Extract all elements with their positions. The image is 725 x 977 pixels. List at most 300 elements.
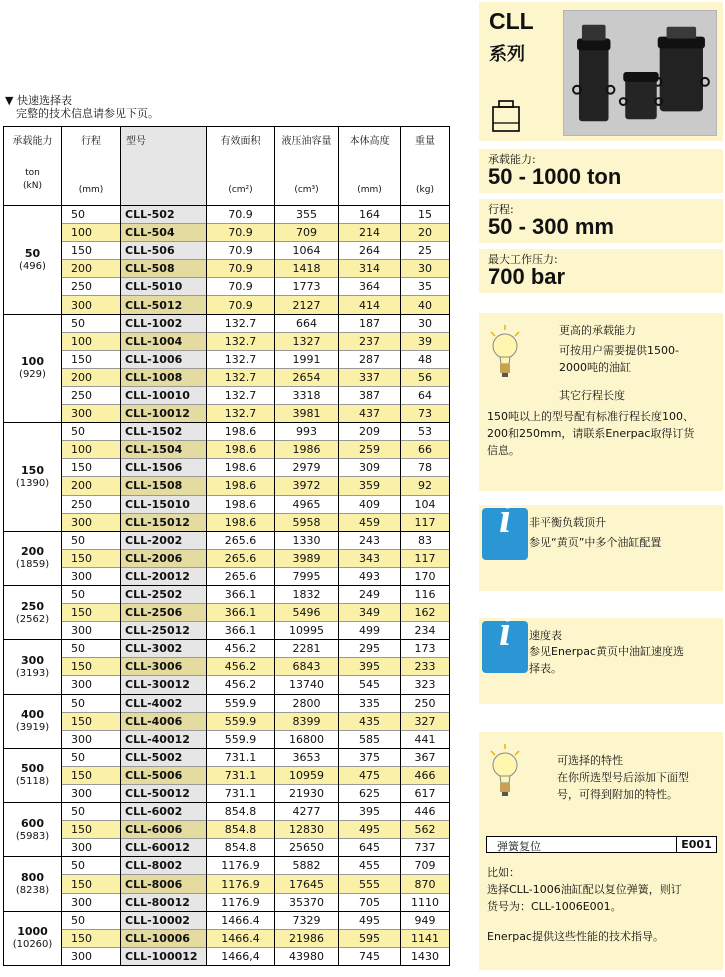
table-row [4, 242, 450, 260]
oil-volume-cell: 2979 [275, 459, 339, 477]
weight-cell: 104 [401, 495, 450, 513]
stroke-cell: 150 [62, 459, 121, 477]
area-cell: 70.9 [207, 278, 275, 296]
model-cell: CLL-504 [121, 224, 207, 242]
stroke-cell: 150 [62, 604, 121, 622]
model-cell: CLL-20012 [121, 567, 207, 585]
oil-volume-cell: 13740 [275, 676, 339, 694]
area-cell: 731.1 [207, 766, 275, 784]
model-cell: CLL-1006 [121, 350, 207, 368]
height-cell: 309 [339, 459, 401, 477]
oil-volume-cell: 7329 [275, 911, 339, 929]
note1-line1: 可按用户需要提供1500- [559, 344, 679, 357]
oil-volume-cell: 3981 [275, 405, 339, 423]
area-cell: 559.9 [207, 730, 275, 748]
weight-cell: 117 [401, 549, 450, 567]
weight-cell: 73 [401, 405, 450, 423]
capacity-ton: 800 [21, 871, 44, 885]
area-cell: 198.6 [207, 459, 275, 477]
specification-table [3, 126, 450, 966]
weight-cell: 234 [401, 622, 450, 640]
area-cell: 1176.9 [207, 875, 275, 893]
capacity-cell [4, 911, 62, 965]
height-cell: 495 [339, 821, 401, 839]
info-icon: i [482, 508, 528, 560]
stroke-cell: 200 [62, 477, 121, 495]
table-row [4, 423, 450, 441]
table-row [4, 857, 450, 875]
weight-cell: 233 [401, 658, 450, 676]
height-cell: 395 [339, 803, 401, 821]
table-header-row [4, 127, 450, 206]
model-cell: CLL-40012 [121, 730, 207, 748]
model-cell: CLL-1508 [121, 477, 207, 495]
height-cell: 259 [339, 441, 401, 459]
model-cell: CLL-15012 [121, 513, 207, 531]
capacity-ton: 50 [24, 246, 41, 260]
stroke-cell: 50 [62, 803, 121, 821]
note1-text-line2: 200和250mm，请联系Enerpac取得订货 [487, 427, 695, 440]
stroke-cell: 300 [62, 839, 121, 857]
note4-title: 可选择的特性 [557, 754, 623, 767]
oil-volume-cell: 3653 [275, 748, 339, 766]
stroke-cell: 100 [62, 224, 121, 242]
capacity-cell [4, 694, 62, 748]
weight-cell: 35 [401, 278, 450, 296]
oil-volume-cell: 21986 [275, 929, 339, 947]
table-row [4, 604, 450, 622]
example-text-line1: 选择CLL-1006油缸配以复位弹簧，则订 [487, 883, 682, 896]
model-cell: CLL-5006 [121, 766, 207, 784]
info-icon: i [482, 621, 528, 673]
table-row [4, 585, 450, 603]
weight-cell: 327 [401, 712, 450, 730]
model-cell: CLL-502 [121, 206, 207, 224]
weight-cell: 737 [401, 839, 450, 857]
stroke-cell: 50 [62, 423, 121, 441]
capacity-kn: (2562) [15, 613, 50, 625]
oil-volume-cell: 1832 [275, 585, 339, 603]
oil-volume-cell: 4277 [275, 803, 339, 821]
oil-volume-cell: 8399 [275, 712, 339, 730]
stroke-cell: 150 [62, 821, 121, 839]
weight-cell: 441 [401, 730, 450, 748]
area-cell: 1466.4 [207, 929, 275, 947]
area-cell: 1466,4 [207, 947, 275, 965]
stroke-cell: 50 [62, 694, 121, 712]
capacity-ton: 300 [21, 653, 44, 667]
oil-volume-cell: 12830 [275, 821, 339, 839]
area-cell: 70.9 [207, 296, 275, 314]
area-cell: 198.6 [207, 441, 275, 459]
stroke-cell: 300 [62, 785, 121, 803]
capacity-ton: 500 [21, 762, 44, 776]
stroke-cell: 50 [62, 640, 121, 658]
oil-volume-cell: 993 [275, 423, 339, 441]
oil-volume-cell: 1773 [275, 278, 339, 296]
oil-volume-cell: 10995 [275, 622, 339, 640]
area-cell: 132.7 [207, 314, 275, 332]
note1-subtitle: 其它行程长度 [559, 389, 625, 402]
area-cell: 198.6 [207, 513, 275, 531]
table-row [4, 929, 450, 947]
table-row [4, 278, 450, 296]
oil-volume-cell: 3989 [275, 549, 339, 567]
area-cell: 132.7 [207, 386, 275, 404]
weight-cell: 250 [401, 694, 450, 712]
capacity-cell [4, 314, 62, 423]
weight-cell: 117 [401, 513, 450, 531]
area-cell: 366.1 [207, 585, 275, 603]
oil-volume-cell: 43980 [275, 947, 339, 965]
example-text-line2: 货号为：CLL-1006E001。 [487, 900, 622, 913]
note2-title: 非平衡负载顶升 [529, 516, 606, 529]
table-row [4, 622, 450, 640]
table-row [4, 911, 450, 929]
model-cell: CLL-2002 [121, 531, 207, 549]
stroke-cell: 200 [62, 368, 121, 386]
area-cell: 70.9 [207, 224, 275, 242]
model-cell: CLL-4002 [121, 694, 207, 712]
weight-cell: 66 [401, 441, 450, 459]
area-cell: 854.8 [207, 821, 275, 839]
capacity-ton: 600 [21, 816, 44, 830]
col-header-height: 本体高度 (mm) [339, 127, 401, 206]
table-row [4, 694, 450, 712]
capacity-cell [4, 857, 62, 911]
capacity-cell [4, 206, 62, 315]
model-cell: CLL-5012 [121, 296, 207, 314]
col-header-area: 有效面积 (cm²) [207, 127, 275, 206]
table-row [4, 875, 450, 893]
model-cell: CLL-1002 [121, 314, 207, 332]
height-cell: 459 [339, 513, 401, 531]
model-cell: CLL-3002 [121, 640, 207, 658]
table-row [4, 314, 450, 332]
height-cell: 493 [339, 567, 401, 585]
capacity-kn: (1390) [15, 477, 50, 489]
capacity-ton: 1000 [17, 925, 48, 939]
series-title: CLL [489, 8, 534, 34]
stroke-cell: 250 [62, 386, 121, 404]
oil-volume-cell: 2127 [275, 296, 339, 314]
height-cell: 335 [339, 694, 401, 712]
stroke-cell: 50 [62, 857, 121, 875]
table-row [4, 947, 450, 965]
note4-text-line1: 在你所选型号后添加下面型 [557, 771, 689, 784]
stroke-cell: 300 [62, 513, 121, 531]
height-cell: 475 [339, 766, 401, 784]
table-row [4, 477, 450, 495]
weight-cell: 617 [401, 785, 450, 803]
table-row [4, 658, 450, 676]
stroke-cell: 150 [62, 549, 121, 567]
height-cell: 343 [339, 549, 401, 567]
model-cell: CLL-506 [121, 242, 207, 260]
weight-cell: 367 [401, 748, 450, 766]
model-cell: CLL-60012 [121, 839, 207, 857]
note3-title: 速度表 [529, 629, 562, 642]
weight-cell: 78 [401, 459, 450, 477]
capacity-cell [4, 531, 62, 585]
table-row [4, 567, 450, 585]
capacity-kn: (10260) [12, 939, 53, 951]
table-row [4, 405, 450, 423]
height-cell: 455 [339, 857, 401, 875]
lightbulb-icon [489, 324, 521, 380]
oil-volume-cell: 1986 [275, 441, 339, 459]
weight-cell: 56 [401, 368, 450, 386]
table-row [4, 386, 450, 404]
oil-volume-cell: 6843 [275, 658, 339, 676]
table-row [4, 766, 450, 784]
weight-cell: 1430 [401, 947, 450, 965]
height-cell: 555 [339, 875, 401, 893]
height-cell: 585 [339, 730, 401, 748]
option-code: E001 [676, 836, 716, 853]
table-row [4, 368, 450, 386]
height-cell: 359 [339, 477, 401, 495]
stroke-cell: 100 [62, 441, 121, 459]
model-cell: CLL-1506 [121, 459, 207, 477]
area-cell: 265.6 [207, 567, 275, 585]
oil-volume-cell: 5496 [275, 604, 339, 622]
weight-cell: 170 [401, 567, 450, 585]
stroke-cell: 300 [62, 947, 121, 965]
table-row [4, 296, 450, 314]
table-row [4, 531, 450, 549]
model-cell: CLL-8006 [121, 875, 207, 893]
table-row [4, 495, 450, 513]
weight-cell: 25 [401, 242, 450, 260]
capacity-kn: (8238) [15, 885, 50, 897]
capacity-ton: 100 [21, 355, 44, 369]
area-cell: 366.1 [207, 604, 275, 622]
weight-cell: 323 [401, 676, 450, 694]
capacity-kn: (929) [19, 369, 46, 381]
model-cell: CLL-100012 [121, 947, 207, 965]
model-cell: CLL-8002 [121, 857, 207, 875]
height-cell: 387 [339, 386, 401, 404]
note1-line2: 2000吨的油缸 [559, 361, 631, 374]
weight-cell: 30 [401, 260, 450, 278]
weight-cell: 173 [401, 640, 450, 658]
area-cell: 456.2 [207, 676, 275, 694]
height-cell: 287 [339, 350, 401, 368]
height-cell: 243 [339, 531, 401, 549]
area-cell: 70.9 [207, 206, 275, 224]
model-cell: CLL-50012 [121, 785, 207, 803]
pressure-label: 最大工作压力: [488, 253, 558, 266]
pressure-spec-box [479, 249, 723, 293]
oil-volume-cell: 10959 [275, 766, 339, 784]
table-row [4, 224, 450, 242]
note4-text-line2: 号，可得到附加的特性。 [557, 788, 678, 801]
table-row [4, 640, 450, 658]
stroke-cell: 50 [62, 748, 121, 766]
note1-title: 更高的承载能力 [559, 324, 636, 337]
model-cell: CLL-5002 [121, 748, 207, 766]
capacity-ton: 250 [21, 599, 44, 613]
table-row [4, 821, 450, 839]
col-header-oil: 液压油容量 (cm³) [275, 127, 339, 206]
weight-cell: 30 [401, 314, 450, 332]
weight-cell: 1110 [401, 893, 450, 911]
capacity-cell [4, 585, 62, 639]
height-cell: 214 [339, 224, 401, 242]
model-cell: CLL-1502 [121, 423, 207, 441]
area-cell: 70.9 [207, 242, 275, 260]
stroke-cell: 150 [62, 712, 121, 730]
height-cell: 337 [339, 368, 401, 386]
stroke-label: 行程: [488, 203, 514, 216]
height-cell: 375 [339, 748, 401, 766]
stroke-value: 50 - 300 mm [488, 214, 614, 239]
area-cell: 559.9 [207, 712, 275, 730]
weight-cell: 39 [401, 332, 450, 350]
height-cell: 645 [339, 839, 401, 857]
weight-cell: 709 [401, 857, 450, 875]
option-label: 弹簧复位 [497, 840, 541, 853]
area-cell: 456.2 [207, 658, 275, 676]
weight-cell: 40 [401, 296, 450, 314]
model-cell: CLL-4006 [121, 712, 207, 730]
height-cell: 295 [339, 640, 401, 658]
height-cell: 595 [339, 929, 401, 947]
quick-select-title: ▼ 快速选择表 [5, 94, 72, 107]
unbalanced-load-note [479, 495, 723, 591]
stroke-cell: 100 [62, 332, 121, 350]
oil-volume-cell: 7995 [275, 567, 339, 585]
height-cell: 249 [339, 585, 401, 603]
height-cell: 495 [339, 911, 401, 929]
capacity-ton: 200 [21, 545, 44, 559]
table-row [4, 785, 450, 803]
stroke-cell: 250 [62, 278, 121, 296]
table-row [4, 839, 450, 857]
oil-volume-cell: 4965 [275, 495, 339, 513]
model-cell: CLL-1004 [121, 332, 207, 350]
height-cell: 349 [339, 604, 401, 622]
weight-cell: 446 [401, 803, 450, 821]
weight-cell: 15 [401, 206, 450, 224]
table-row [4, 676, 450, 694]
stroke-cell: 300 [62, 567, 121, 585]
capacity-ton: 400 [21, 708, 44, 722]
table-row [4, 803, 450, 821]
note3-text-line2: 择表。 [529, 662, 562, 675]
capacity-cell [4, 640, 62, 694]
capacity-kn: (5118) [15, 776, 50, 788]
table-row [4, 549, 450, 567]
model-cell: CLL-80012 [121, 893, 207, 911]
stroke-cell: 300 [62, 405, 121, 423]
capacity-kn: (496) [19, 260, 46, 272]
stroke-cell: 150 [62, 242, 121, 260]
model-cell: CLL-1008 [121, 368, 207, 386]
note1-text-line3: 信息。 [487, 444, 520, 457]
height-cell: 395 [339, 658, 401, 676]
weight-cell: 53 [401, 423, 450, 441]
model-cell: CLL-10010 [121, 386, 207, 404]
model-cell: CLL-508 [121, 260, 207, 278]
weight-cell: 162 [401, 604, 450, 622]
model-cell: CLL-10002 [121, 911, 207, 929]
height-cell: 187 [339, 314, 401, 332]
area-cell: 559.9 [207, 694, 275, 712]
table-row [4, 730, 450, 748]
oil-volume-cell: 709 [275, 224, 339, 242]
table-row [4, 712, 450, 730]
stroke-cell: 150 [62, 350, 121, 368]
weight-cell: 83 [401, 531, 450, 549]
model-cell: CLL-2506 [121, 604, 207, 622]
height-cell: 745 [339, 947, 401, 965]
stroke-cell: 300 [62, 676, 121, 694]
capacity-kn: (3193) [15, 667, 50, 679]
stroke-cell: 50 [62, 585, 121, 603]
model-cell: CLL-10012 [121, 405, 207, 423]
oil-volume-cell: 17645 [275, 875, 339, 893]
area-cell: 132.7 [207, 350, 275, 368]
height-cell: 409 [339, 495, 401, 513]
model-cell: CLL-1504 [121, 441, 207, 459]
higher-capacity-note [479, 313, 723, 491]
height-cell: 264 [339, 242, 401, 260]
area-cell: 854.8 [207, 839, 275, 857]
oil-volume-cell: 2281 [275, 640, 339, 658]
height-cell: 209 [339, 423, 401, 441]
oil-volume-cell: 1327 [275, 332, 339, 350]
lightbulb-icon [489, 743, 521, 799]
area-cell: 198.6 [207, 423, 275, 441]
model-cell: CLL-3006 [121, 658, 207, 676]
oil-volume-cell: 3972 [275, 477, 339, 495]
height-cell: 545 [339, 676, 401, 694]
oil-volume-cell: 5882 [275, 857, 339, 875]
oil-volume-cell: 16800 [275, 730, 339, 748]
area-cell: 132.7 [207, 332, 275, 350]
stroke-cell: 300 [62, 622, 121, 640]
model-cell: CLL-6006 [121, 821, 207, 839]
note1-text-line1: 150吨以上的型号配有标准行程长度100、 [487, 410, 694, 423]
height-cell: 705 [339, 893, 401, 911]
area-cell: 731.1 [207, 785, 275, 803]
height-cell: 625 [339, 785, 401, 803]
table-row [4, 441, 450, 459]
pressure-value: 700 bar [488, 264, 566, 289]
model-cell: CLL-2006 [121, 549, 207, 567]
oil-volume-cell: 1418 [275, 260, 339, 278]
table-row [4, 350, 450, 368]
height-cell: 237 [339, 332, 401, 350]
height-cell: 314 [339, 260, 401, 278]
capacity-cell [4, 748, 62, 802]
oil-volume-cell: 35370 [275, 893, 339, 911]
stroke-spec-box [479, 199, 723, 243]
oil-volume-cell: 1064 [275, 242, 339, 260]
weight-cell: 20 [401, 224, 450, 242]
model-cell: CLL-15010 [121, 495, 207, 513]
cylinder-product-image [563, 10, 717, 136]
oil-volume-cell: 1330 [275, 531, 339, 549]
area-cell: 265.6 [207, 531, 275, 549]
stroke-cell: 200 [62, 260, 121, 278]
model-cell: CLL-30012 [121, 676, 207, 694]
weight-cell: 870 [401, 875, 450, 893]
area-cell: 854.8 [207, 803, 275, 821]
series-subtitle: 系列 [489, 44, 525, 65]
